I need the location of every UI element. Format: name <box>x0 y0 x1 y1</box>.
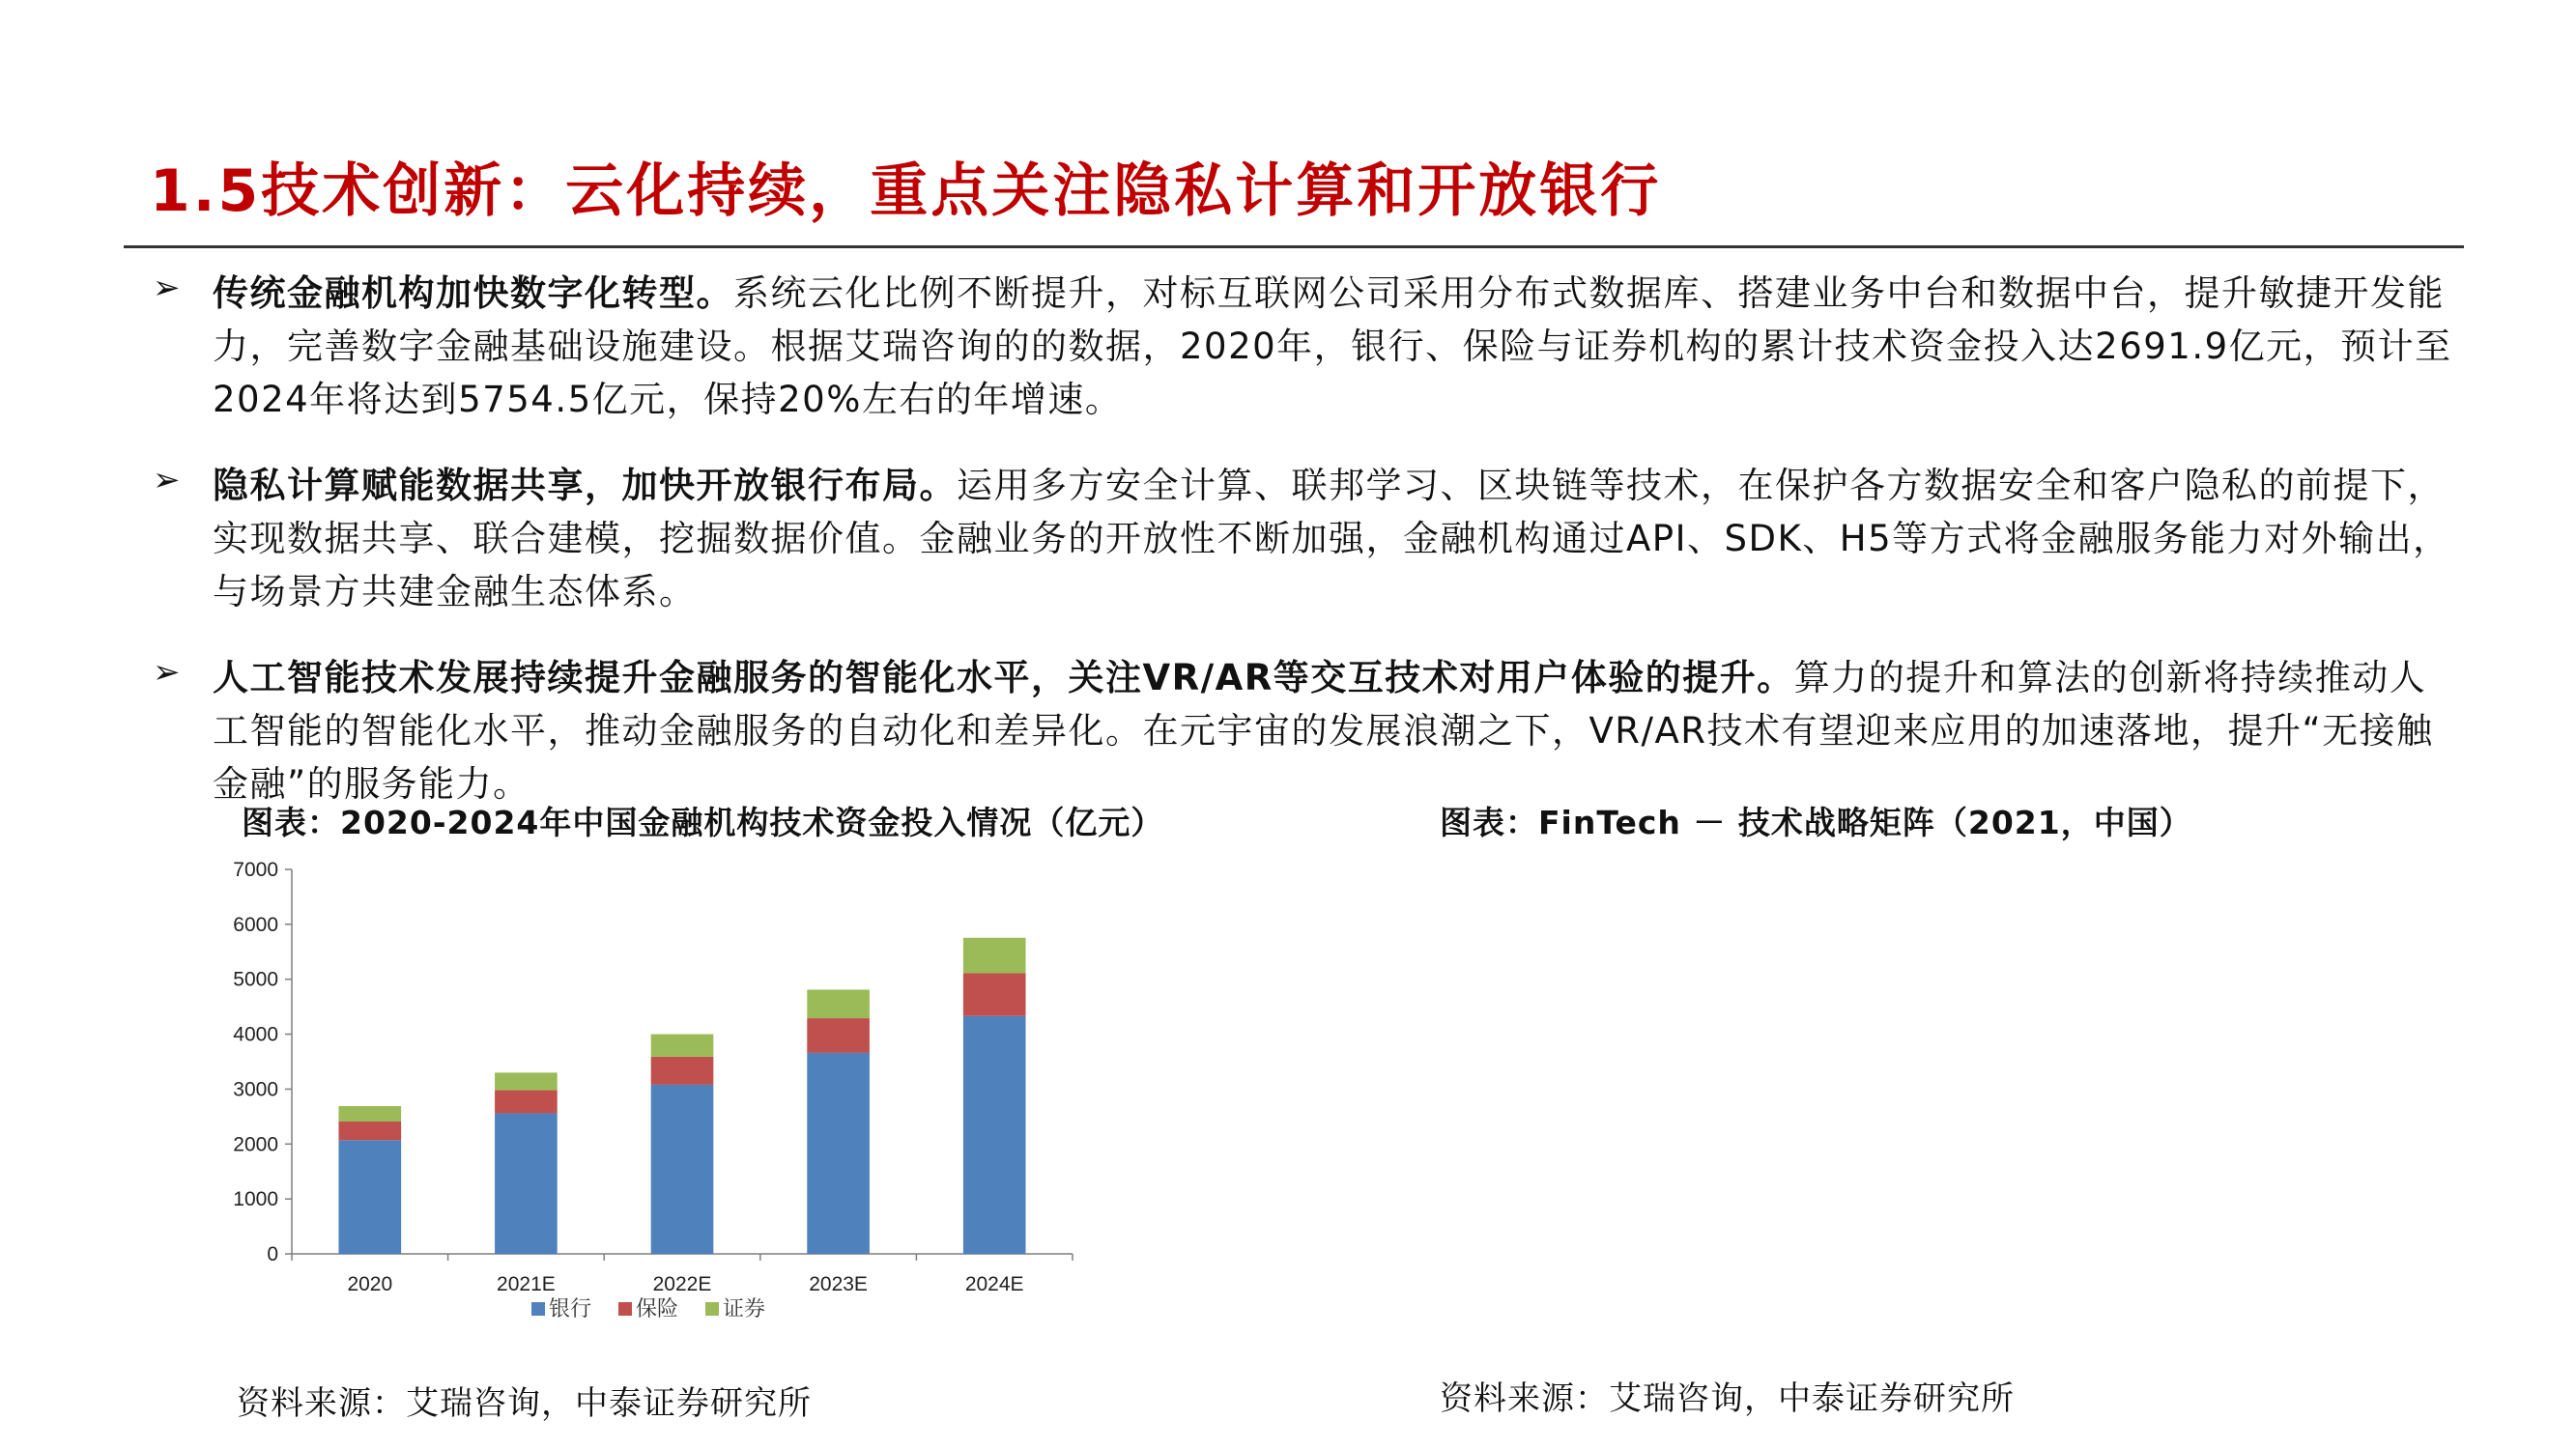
legend-swatch <box>705 1302 719 1316</box>
bullet-body: 运用多方安全计算、联邦学习、区块链等技术，在保护各方数据安全和客户隐私的前提下，实现数据共享、联合建模，挖掘数据价值。金融业务的开放性不断加强，金融机构通过API、SDK、H5等方式将金融服务能力对外输出，与场景方共建金融生态体系。 <box>213 465 2450 612</box>
bar-segment <box>807 990 870 1019</box>
x-tick-label: 2024E <box>964 1273 1024 1295</box>
bar-segment <box>651 1035 714 1057</box>
y-tick-label: 4000 <box>233 1023 278 1046</box>
x-tick-label: 2022E <box>652 1273 712 1295</box>
page-title: 1.5技术创新：云化持续，重点关注隐私计算和开放银行 <box>150 157 1662 225</box>
bar-segment <box>963 1016 1026 1254</box>
bar-segment <box>963 973 1026 1015</box>
legend-swatch <box>618 1302 632 1316</box>
bar-segment <box>495 1113 558 1254</box>
bullet-text <box>213 651 2454 810</box>
source-note-left: 资料来源：艾瑞咨询，中泰证券研究所 <box>237 1384 812 1423</box>
bar-segment <box>651 1085 714 1254</box>
legend-label: 银行 <box>549 1297 592 1321</box>
arrow-bullet-icon: ➢ <box>153 269 181 307</box>
bullet-body: 算力的提升和算法的创新将持续推动人工智能的智能化水平，推动金融服务的自动化和差异化。在元宇宙的发展浪潮之下，VR/AR技术有望迎来应用的加速落地，提升“无接触金融”的服务能力。 <box>213 657 2434 805</box>
y-tick-label: 2000 <box>233 1133 278 1156</box>
y-tick-label: 3000 <box>233 1078 278 1101</box>
x-tick-label: 2021E <box>497 1273 556 1295</box>
bar-segment <box>651 1057 714 1085</box>
bar-segment <box>495 1072 558 1090</box>
bullet-body: 系统云化比例不断提升，对标互联网公司采用分布式数据库、搭建业务中台和数据中台，提升敏捷开发能力，完善数字金融基础设施建设。根据艾瑞咨询的的数据，2020年，银行、保险与证券机构的累计技术资金投入达2691.9亿元，预计至2024年将达到5754.5亿元，保持20%左右的年增速。 <box>213 272 2452 420</box>
legend-label: 保险 <box>636 1297 679 1321</box>
legend-label: 证券 <box>723 1297 766 1321</box>
bar-segment <box>807 1018 870 1053</box>
y-tick-label: 1000 <box>233 1188 278 1211</box>
bar-segment <box>495 1091 558 1114</box>
bullet-item <box>145 651 2454 810</box>
bullet-lead: 隐私计算赋能数据共享，加快开放银行布局。 <box>213 465 957 506</box>
y-tick-label: 0 <box>267 1243 278 1265</box>
legend-swatch <box>531 1302 545 1316</box>
bar-segment <box>807 1053 870 1254</box>
bar-segment <box>963 938 1026 974</box>
x-tick-label: 2023E <box>809 1273 868 1295</box>
bullet-list <box>145 267 2454 843</box>
bullet-text <box>213 267 2454 426</box>
chart-caption-right: 图表：FinTech － 技术战略矩阵（2021，中国） <box>1440 804 2192 841</box>
investment-chart-panel <box>203 850 1111 1372</box>
chart-caption-left: 图表：2020-2024年中国金融机构技术资金投入情况（亿元） <box>242 804 1164 841</box>
y-tick-label: 5000 <box>233 968 278 991</box>
source-note-right: 资料来源：艾瑞咨询，中泰证券研究所 <box>1440 1379 2015 1418</box>
bar-segment <box>338 1140 401 1254</box>
x-tick-label: 2020 <box>347 1273 393 1295</box>
bullet-text <box>213 459 2454 618</box>
bullet-item <box>145 267 2454 426</box>
bullet-lead: 传统金融机构加快数字化转型。 <box>213 272 733 314</box>
bar-segment <box>338 1122 401 1140</box>
title-divider <box>124 245 2464 248</box>
y-tick-label: 7000 <box>233 859 278 881</box>
arrow-bullet-icon: ➢ <box>153 461 181 499</box>
stacked-bar-chart <box>203 850 1111 1372</box>
bullet-item <box>145 459 2454 618</box>
bar-segment <box>338 1106 401 1122</box>
bullet-lead: 人工智能技术发展持续提升金融服务的智能化水平，关注VR/AR等交互技术对用户体验的提升。 <box>213 657 1794 698</box>
arrow-bullet-icon: ➢ <box>153 653 181 692</box>
y-tick-label: 6000 <box>233 913 278 936</box>
